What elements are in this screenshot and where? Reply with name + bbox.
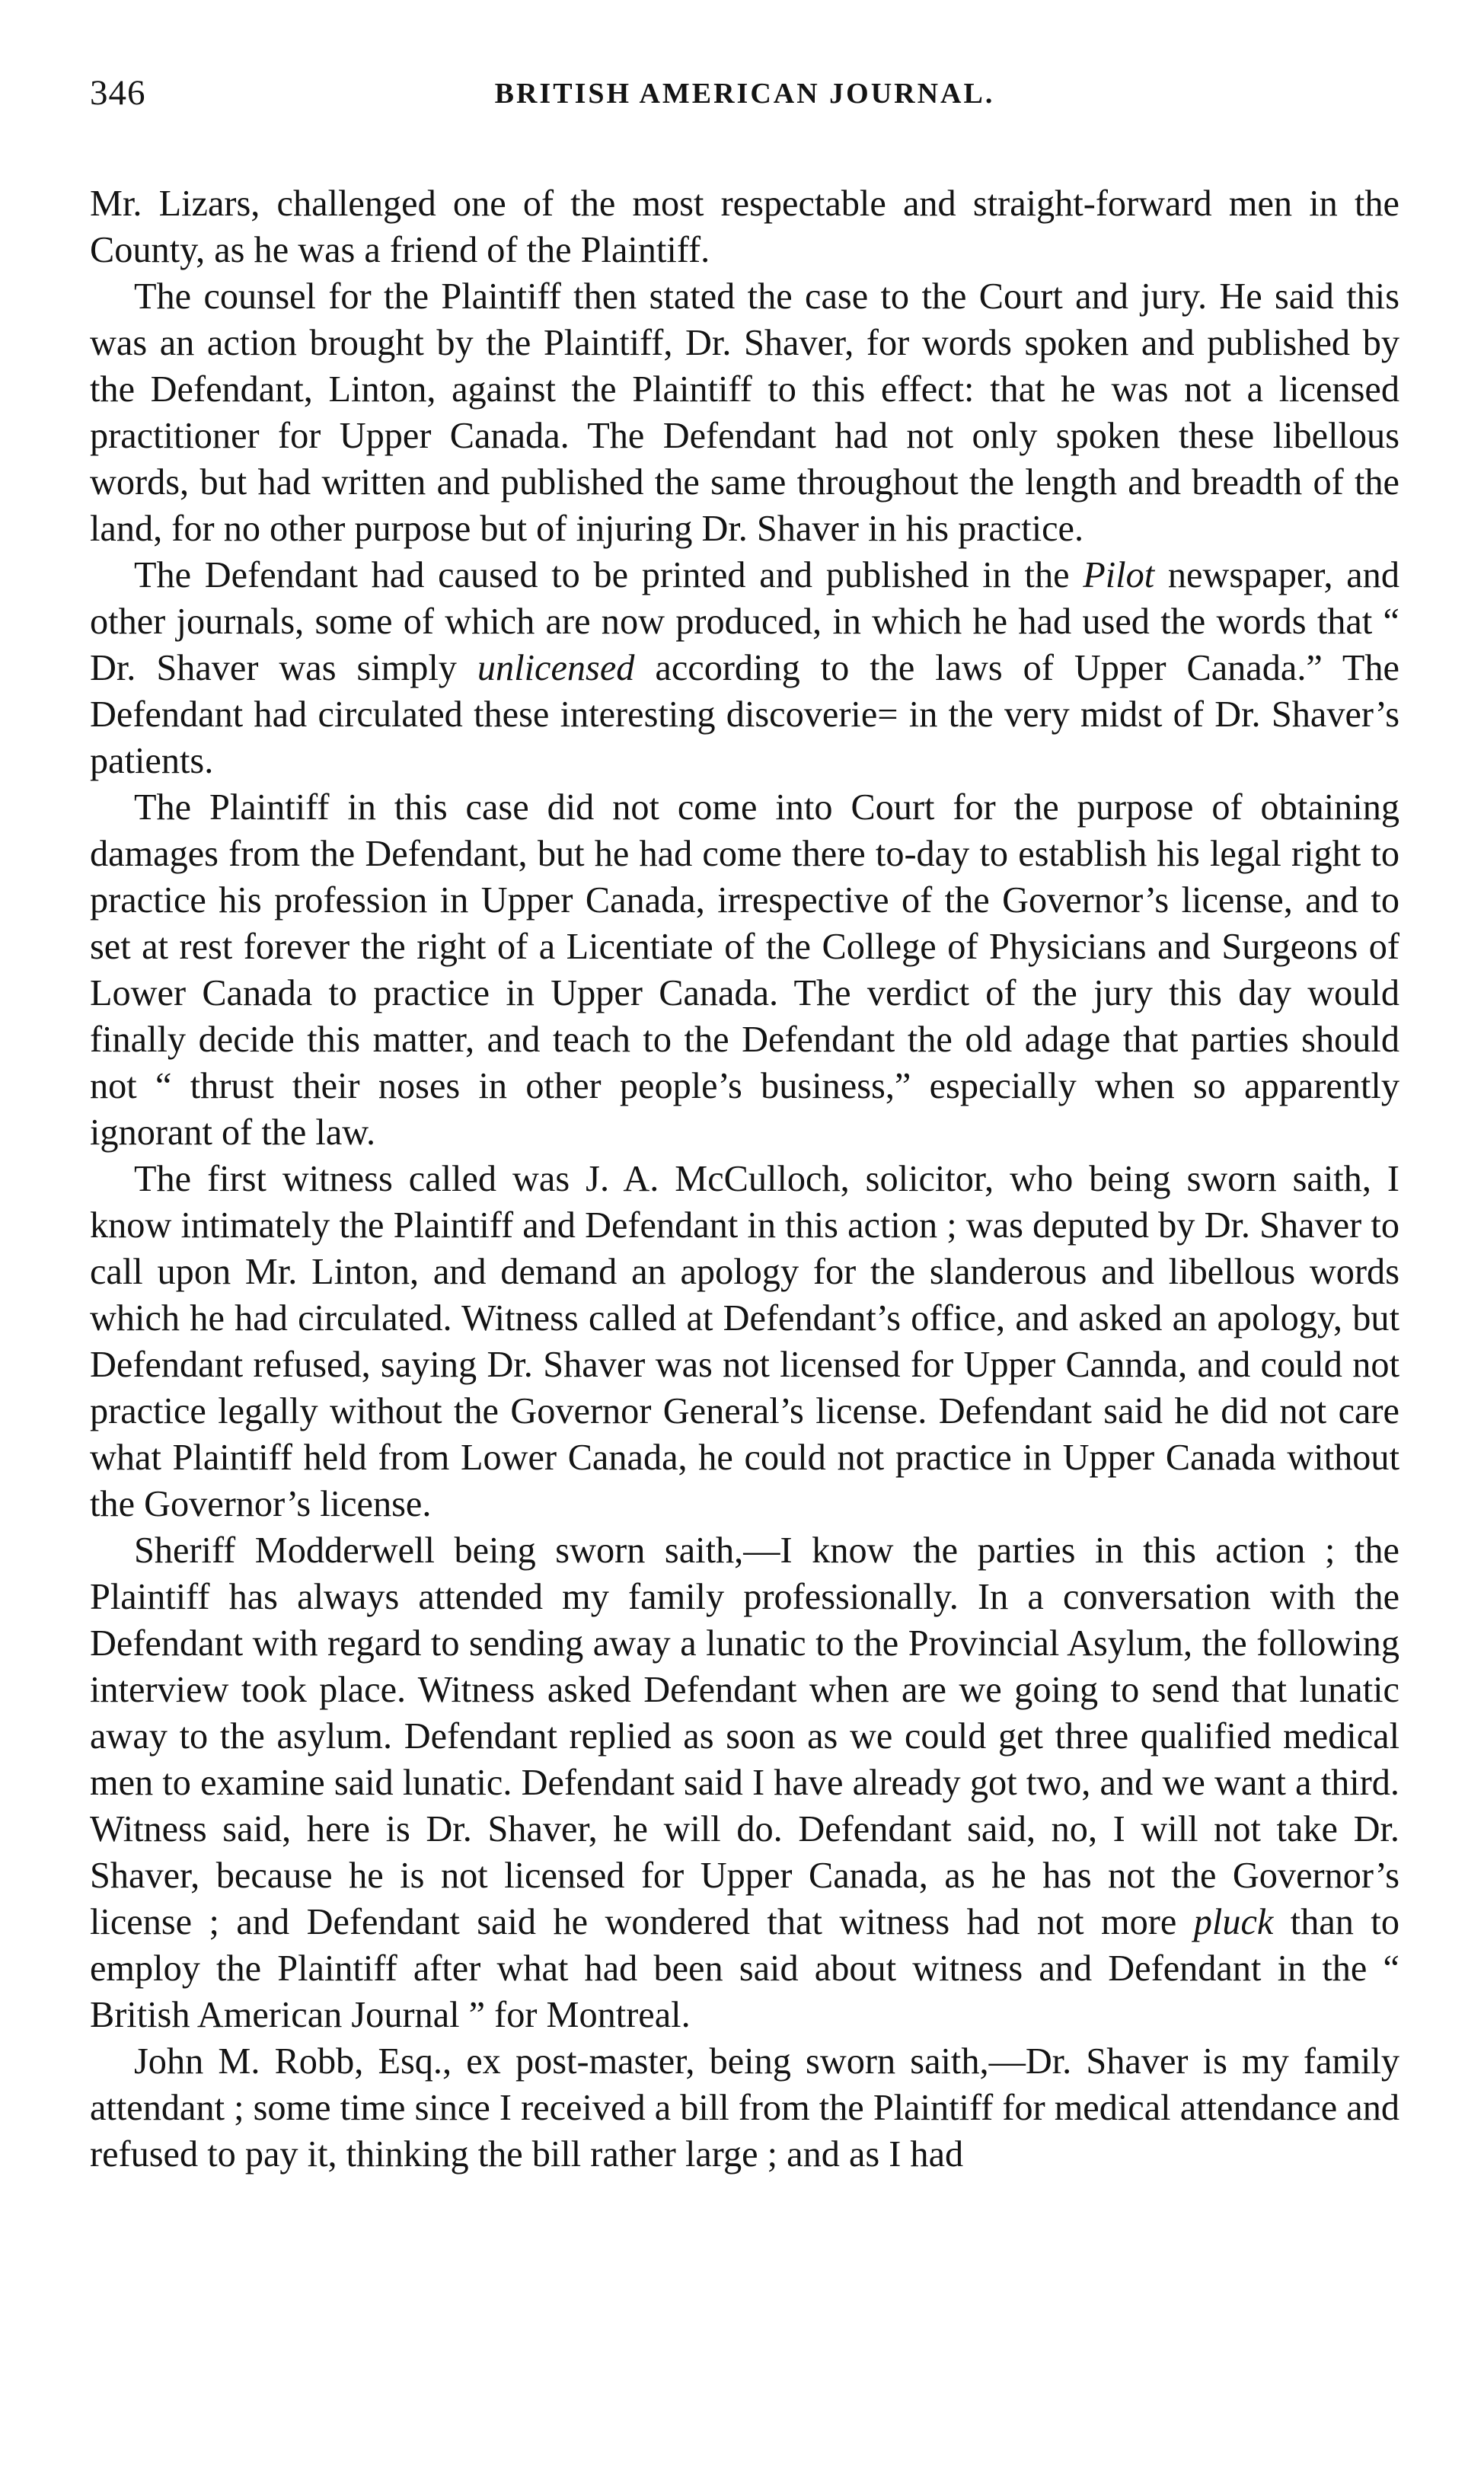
paragraph-6-text-b: than to employ the Plaintiff after what had been said about witness and Defendant in the “ British American Journal ” for Montreal. xyxy=(90,1902,1399,2035)
journal-page xyxy=(90,72,1399,2178)
paragraph-6 xyxy=(90,1527,1399,2038)
paragraph-7: John M. Robb, Esq., ex post-master, being sworn saith,—Dr. Shaver is my family attendant ; some time since I received a bill from the Plaintiff for medical attendance and refused to pay it, thinking the bill rather large ; and as I had xyxy=(90,2041,1399,2175)
page-header xyxy=(90,72,1399,133)
running-title: BRITISH AMERICAN JOURNAL. xyxy=(494,78,995,110)
unlicensed-emphasis: unlicensed xyxy=(477,648,635,688)
paragraph-3-text-c: according to the laws of Upper Canada.” The Defendant had circulated these interesting discoverie= in the very midst of Dr. Shaver’s patients. xyxy=(90,648,1399,781)
pluck-emphasis: pluck xyxy=(1193,1902,1274,1942)
paragraph-1: Mr. Lizars, challenged one of the most respectable and straight-forward men in the County, as he was a friend of the Plaintiff. xyxy=(90,183,1399,270)
paragraph-2: The counsel for the Plaintiff then stated the case to the Court and jury. He said this was an action brought by the Plaintiff, Dr. Shaver, for words spoken and published by the Defendant, Linton, against the Plaintiff to this effect: that he was not a licensed practitioner for Upper Canada. The Defendant had not only spoken these libellous words, but had written and published the same throughout the length and breadth of the land, for no other purpose but of injuring Dr. Shaver in his practice. xyxy=(90,276,1399,549)
article-body xyxy=(90,180,1399,2178)
paragraph-6-text-a: Sheriff Modderwell being sworn saith,—I know the parties in this action ; the Plaintiff has always attended my family professionally. In a conversation with the Defendant with regard to sending away a lunatic to the Provincial Asylum, the following interview took place. Witness asked Defendant when are we going to send that lunatic away to the asylum. Defendant replied as soon as we could get three qualified medical men to examine said lunatic. Defendant said I have already got two, and we want a third. Witness said, here is Dr. Shaver, he will do. Defendant said, no, I will not take Dr. Shaver, because he is not licensed for Upper Canada, as he has not the Governor’s license ; and Defendant said he wondered that witness had not more xyxy=(90,1530,1399,1942)
page-number: 346 xyxy=(90,73,146,113)
pilot-newspaper-title: Pilot xyxy=(1083,555,1155,595)
paragraph-3-text-b: newspaper, and other journals, some of which are now produced, in which he had used the words that “ Dr. Shaver was simply xyxy=(90,555,1399,688)
paragraph-5: The first witness called was J. A. McCulloch, solicitor, who being sworn saith, I know intimately the Plaintiff and Defendant in this action ; was deputed by Dr. Shaver to call upon Mr. Linton, and demand an apology for the slanderous and libellous words which he had circulated. Witness called at Defendant’s office, and asked an apology, but Defendant refused, saying Dr. Shaver was not licensed for Upper Cannda, and could not practice legally without the Governor General’s license. Defendant said he did not care what Plaintiff held from Lower Canada, he could not practice in Upper Canada without the Governor’s license. xyxy=(90,1159,1399,1524)
paragraph-3 xyxy=(90,552,1399,784)
paragraph-4: The Plaintiff in this case did not come into Court for the purpose of obtaining damages from the Defendant, but he had come there to-day to establish his legal right to practice his profession in Upper Canada, irrespective of the Governor’s license, and to set at rest forever the right of a Licentiate of the College of Physicians and Surgeons of Lower Canada to practice in Upper Canada. The verdict of the jury this day would finally decide this matter, and teach to the Defendant the old adage that parties should not “ thrust their noses in other people’s business,” especially when so apparently ignorant of the law. xyxy=(90,787,1399,1153)
paragraph-3-text-a: The Defendant had caused to be printed and published in the xyxy=(134,555,1083,595)
